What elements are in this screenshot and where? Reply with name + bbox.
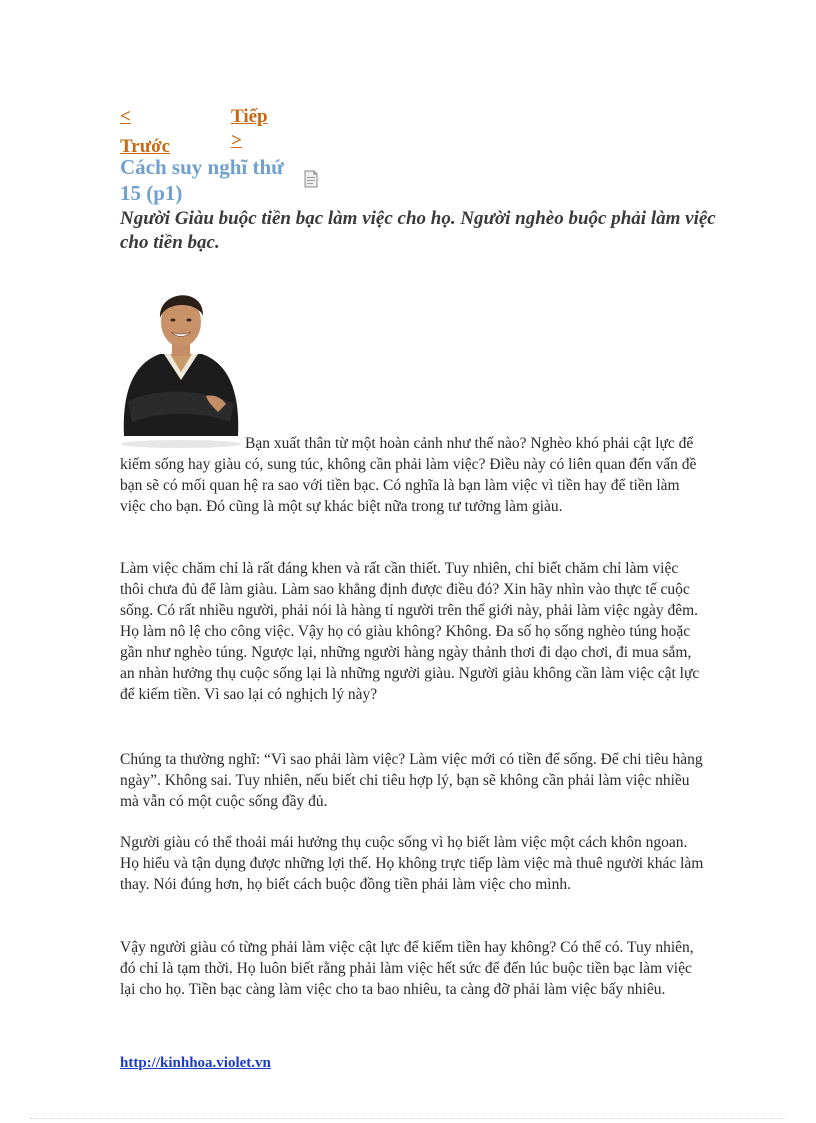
- man-portrait-photo: [118, 276, 244, 448]
- page-title-line2: 15 (p1): [120, 181, 183, 205]
- prev-link[interactable]: [120, 106, 170, 158]
- next-link-label[interactable]: Tiếp: [231, 106, 268, 127]
- prev-link-arrow[interactable]: <: [120, 106, 131, 127]
- paragraph-3: Chúng ta thường nghĩ: “Vì sao phải làm việc? Làm việc mới có tiền để sống. Để chi tiêu hàng ngày”. Không sai. Tuy nhiên, nếu biết chi tiêu hợp lý, bạn sẽ không cần phải làm việc nhiều mà vẫn có một cuộc sống đầy đủ.: [120, 751, 703, 810]
- next-link-arrow[interactable]: >: [231, 130, 242, 151]
- page-title-line1: Cách suy nghĩ thứ: [120, 155, 284, 179]
- paragraph-4: Người giàu có thể thoải mái hưởng thụ cuộc sống vì họ biết làm việc một cách khôn ngoan. Họ hiểu và tận dụng được những lợi thế. Họ không trực tiếp làm việc mà thuê người khác làm thay. Nói đúng hơn, họ biết cách buộc đồng tiền phải làm việc cho mình.: [120, 834, 704, 893]
- bottom-divider: [30, 1118, 786, 1119]
- paragraph-5: Vậy người giàu có từng phải làm việc cật lực để kiếm tiền hay không? Có thể có. Tuy nhiên, đó chỉ là tạm thời. Họ luôn biết rằng phải làm việc hết sức để đến lúc buộc tiền bạc làm việc lại cho họ. Tiền bạc càng làm việc cho ta bao nhiêu, ta càng đỡ phải làm việc bấy nhiêu.: [120, 939, 694, 998]
- article-subtitle: Người Giàu buộc tiền bạc làm việc cho họ. Người nghèo buộc phải làm việc cho tiền bạc.: [120, 208, 716, 253]
- page-title: [120, 154, 295, 206]
- source-link[interactable]: http://kinhhoa.violet.vn: [120, 1055, 271, 1071]
- paragraph-2: Làm việc chăm chỉ là rất đáng khen và rất cần thiết. Tuy nhiên, chỉ biết chăm chỉ làm việc thôi chưa đủ để làm giàu. Làm sao khẳng định được điều đó? Xin hãy nhìn vào thực tế cuộc sống. Có rất nhiều người, phải nói là hàng tỉ người trên thế giới này, phải làm việc ngày đêm. Họ làm nô lệ cho công việc. Vậy họ có giàu không? Không. Đa số họ sống nghèo túng hoặc gần như nghèo túng. Ngược lại, những người hàng ngày thảnh thơi đi dạo chơi, đi mua sắm, an nhàn hưởng thụ cuộc sống lại là những người giàu. Người giàu không cần làm việc cật lực để kiếm tiền. Vì sao lại có nghịch lý này?: [120, 560, 700, 703]
- paragraph-1: Bạn xuất thân từ một hoàn cảnh như thế nào? Nghèo khó phải cật lực để kiếm sống hay giàu có, sung túc, không cần phải làm việc? Điều này có liên quan đến vấn đề bạn sẽ có mối quan hệ ra sao với tiền bạc. Có nghĩa là bạn làm việc vì tiền hay để tiền làm việc cho bạn. Đó cũng là một sự khác biệt nữa trong tư tưởng làm giàu.: [120, 435, 697, 515]
- prev-link-label[interactable]: Trước: [120, 136, 171, 157]
- document-icon[interactable]: [303, 170, 319, 188]
- next-link[interactable]: [231, 106, 268, 152]
